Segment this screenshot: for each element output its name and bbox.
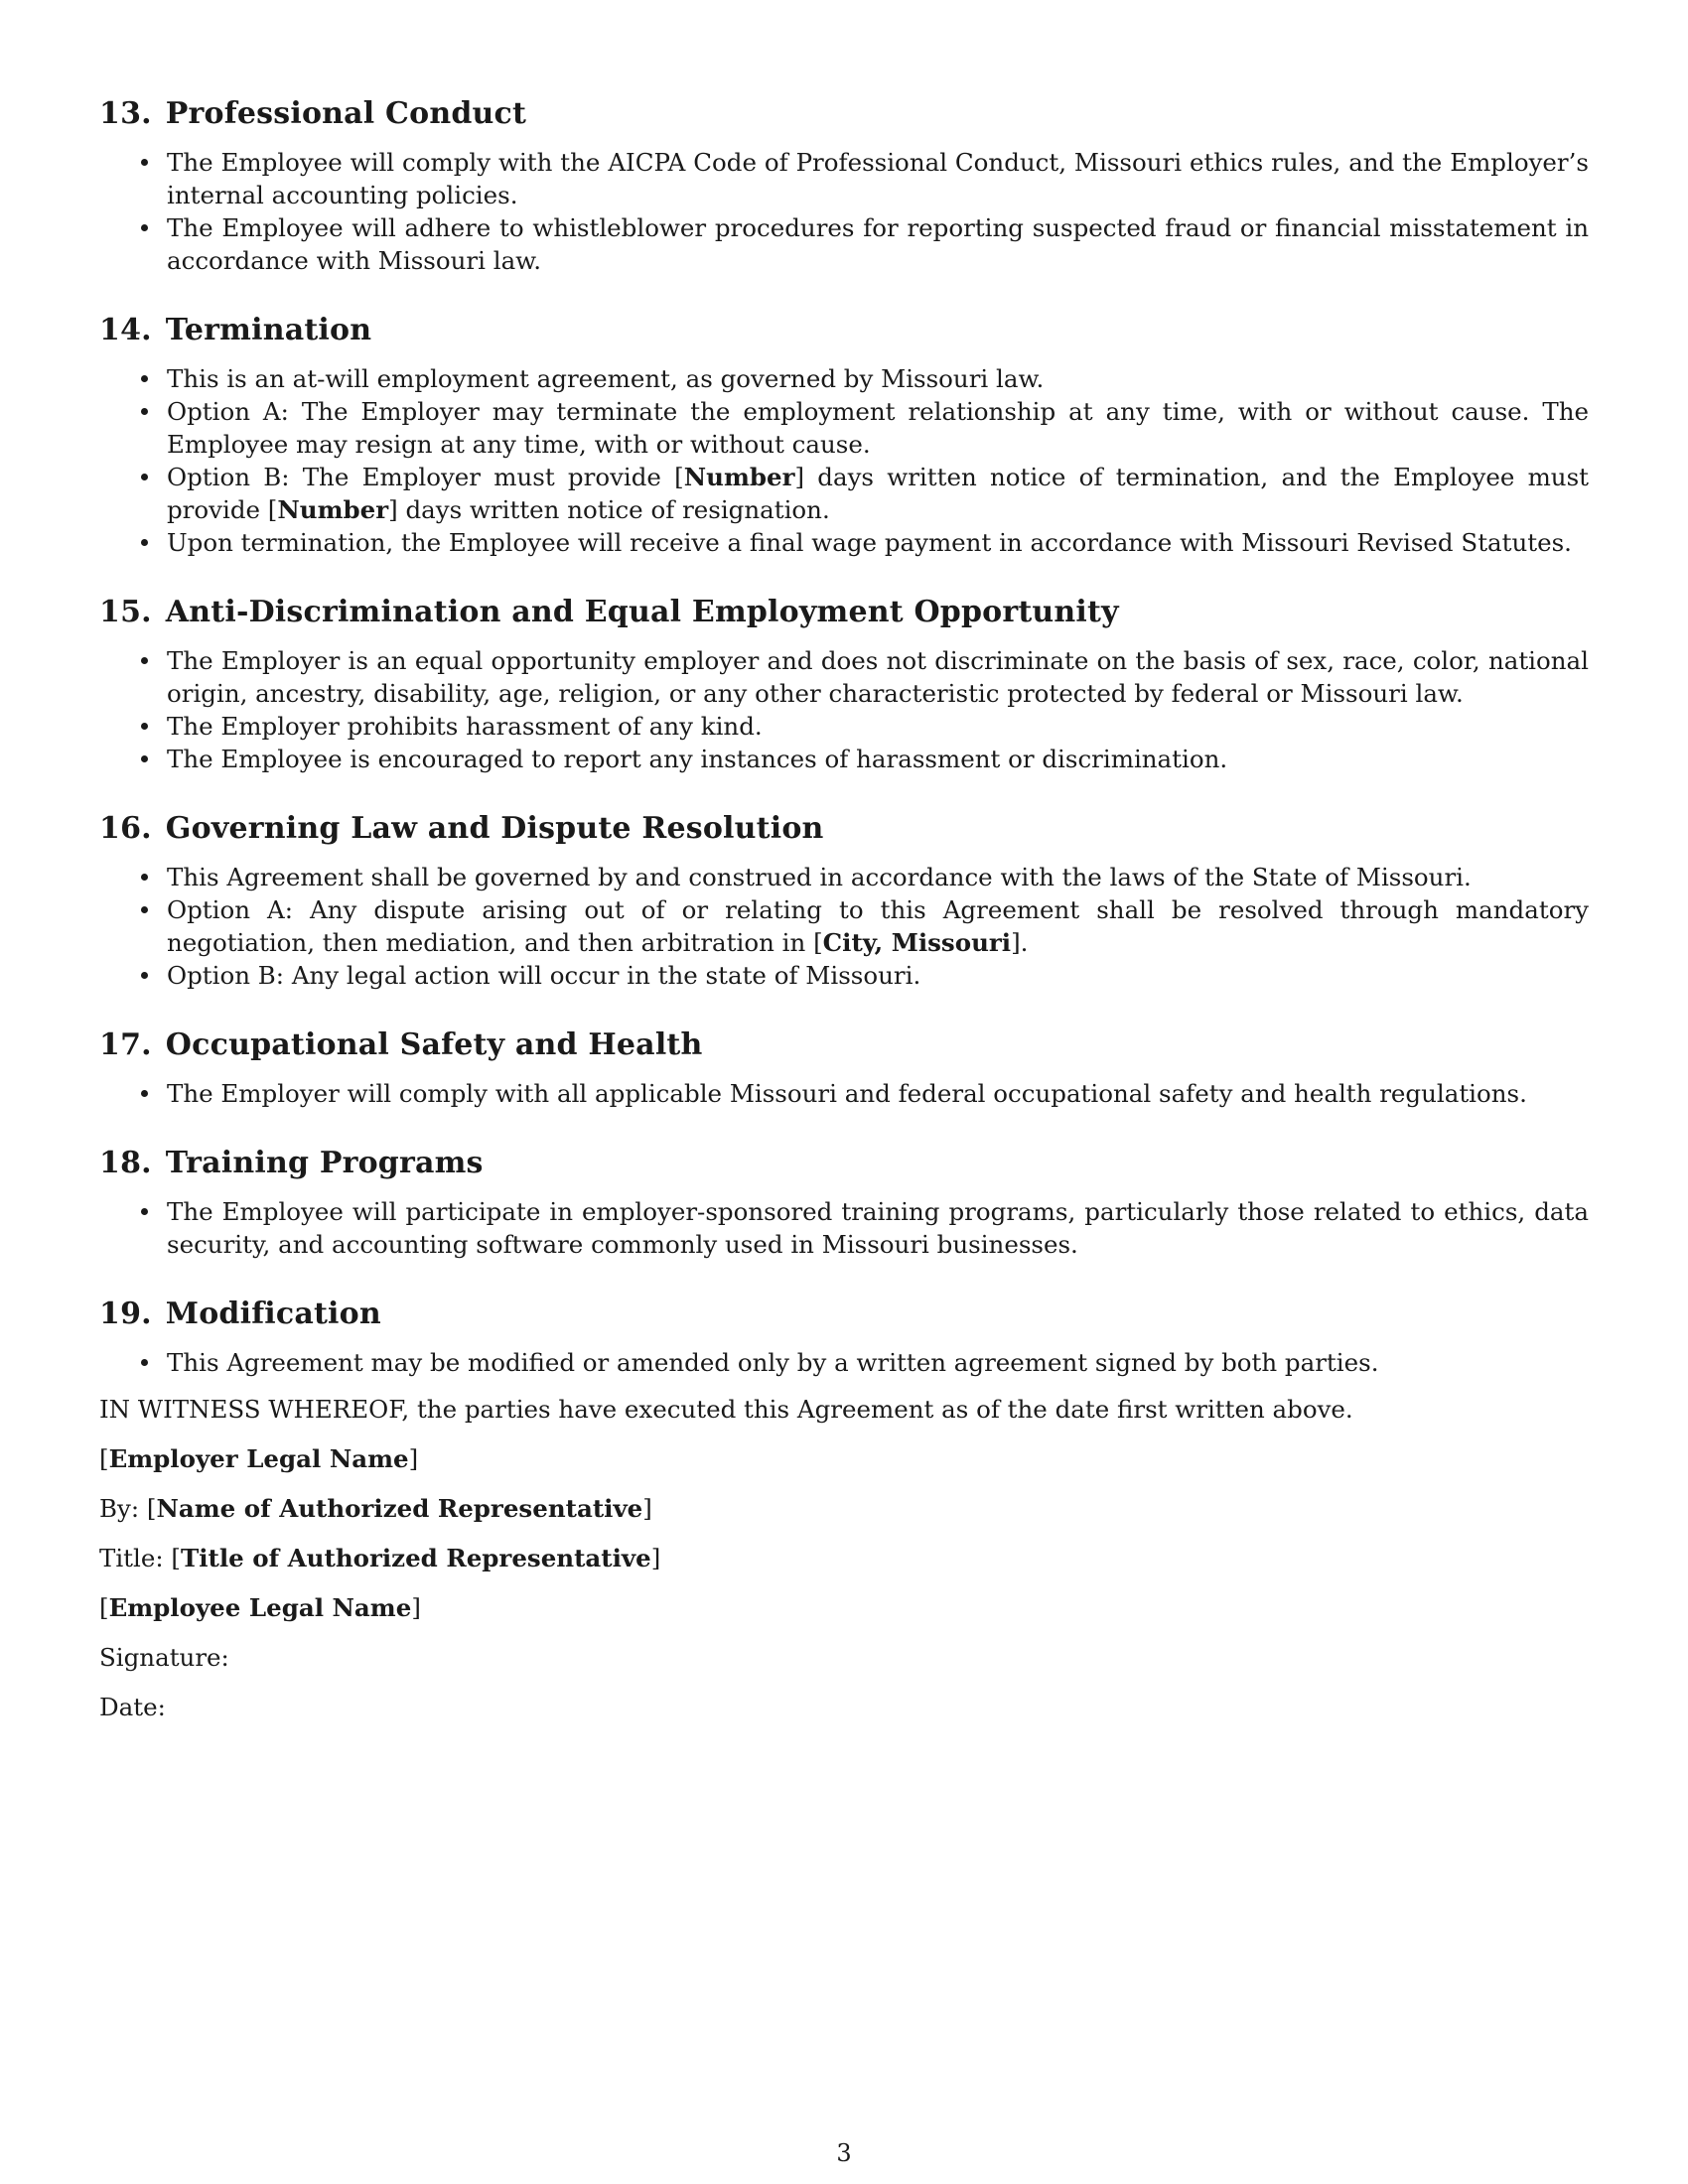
bullet-text: Option A: The Employer may terminate the employment relationship at any time, with or without cause. The Employee may resign at any time, with or without cause. xyxy=(167,397,1589,459)
bullet-dot-icon xyxy=(141,474,148,480)
bullet-text: Option B: The Employer must provide [ xyxy=(167,463,684,491)
bullet-item xyxy=(99,362,1589,395)
section-title: Occupational Safety and Health xyxy=(165,1027,703,1062)
section-14 xyxy=(99,311,1589,559)
bullet-dot-icon xyxy=(141,1359,148,1366)
bullet-item xyxy=(99,959,1589,992)
bullet-text: The Employee will comply with the AICPA Code of Professional Conduct, Missouri ethics rules, and the Employer’s internal accounting policies. xyxy=(167,148,1589,209)
bullet-text: The Employer prohibits harassment of any kind. xyxy=(167,712,763,741)
bullet-dot-icon xyxy=(141,657,148,664)
bullet-text: Upon termination, the Employee will receive a final wage payment in accordance with Missouri Revised Statutes. xyxy=(167,528,1572,557)
document-page xyxy=(99,94,1589,1740)
bullet-text: ]. xyxy=(1011,928,1029,957)
bullet-item xyxy=(99,1346,1589,1379)
bullet-text: The Employee will adhere to whistleblower procedures for reporting suspected fraud or financial misstatement in accordance with Missouri law. xyxy=(167,213,1589,275)
bullet-item xyxy=(99,861,1589,893)
section-title: Professional Conduct xyxy=(165,96,527,131)
bullet-dot-icon xyxy=(141,224,148,231)
employer-name-placeholder: Employer Legal Name xyxy=(108,1444,409,1473)
bullet-dot-icon xyxy=(141,972,148,979)
section-heading xyxy=(99,1025,1589,1065)
bullet-text: ] days written notice of termination, and the Employee must provide [ xyxy=(167,463,1590,524)
section-title: Anti-Discrimination and Equal Employment Opportunity xyxy=(165,595,1119,629)
representative-name-placeholder: Name of Authorized Representative xyxy=(156,1494,643,1523)
bullet-item xyxy=(99,743,1589,775)
section-heading xyxy=(99,94,1589,134)
witness-clause: IN WITNESS WHEREOF, the parties have executed this Agreement as of the date first written above. xyxy=(99,1395,1353,1424)
bullet-item xyxy=(99,893,1589,959)
section-title: Termination xyxy=(165,313,372,347)
section-title: Governing Law and Dispute Resolution xyxy=(165,811,824,846)
bullet-item xyxy=(99,644,1589,710)
bullet-list xyxy=(99,1077,1589,1110)
section-heading xyxy=(99,311,1589,350)
signature-block xyxy=(99,1393,1589,1723)
section-number: 14. xyxy=(99,313,152,347)
bullet-item xyxy=(99,461,1589,526)
section-17 xyxy=(99,1025,1589,1110)
bullet-list xyxy=(99,1195,1589,1261)
section-number: 19. xyxy=(99,1297,152,1331)
bullet-dot-icon xyxy=(141,874,148,881)
section-18 xyxy=(99,1144,1589,1261)
bullet-item xyxy=(99,1077,1589,1110)
section-heading xyxy=(99,1144,1589,1183)
section-title: Training Programs xyxy=(165,1146,484,1180)
date-label: Date: xyxy=(99,1693,166,1721)
bullet-text: The Employee will participate in employer-sponsored training programs, particularly those related to ethics, data security, and accounting software commonly used in Missouri businesses. xyxy=(167,1197,1589,1259)
bullet-text: Option B: Any legal action will occur in the state of Missouri. xyxy=(167,961,921,990)
bullet-text: The Employer will comply with all applicable Missouri and federal occupational safety and health regulations. xyxy=(167,1079,1527,1108)
bullet-item xyxy=(99,1195,1589,1261)
bullet-list xyxy=(99,644,1589,775)
title-label: Title: xyxy=(99,1544,164,1572)
bullet-text: This Agreement shall be governed by and construed in accordance with the laws of the State of Missouri. xyxy=(167,863,1472,891)
section-heading xyxy=(99,809,1589,849)
bullet-dot-icon xyxy=(141,1090,148,1097)
placeholder-text: Number xyxy=(277,495,389,524)
section-heading xyxy=(99,1295,1589,1334)
section-16 xyxy=(99,809,1589,992)
signature-label: Signature: xyxy=(99,1643,229,1672)
bullet-item xyxy=(99,710,1589,743)
bullet-text: The Employer is an equal opportunity employer and does not discriminate on the basis of sex, race, color, national origin, ancestry, disability, age, religion, or any other characteristic protected by federal or Missouri law. xyxy=(167,646,1589,708)
section-number: 13. xyxy=(99,96,152,131)
representative-title-placeholder: Title of Authorized Representative xyxy=(180,1544,651,1572)
bullet-list xyxy=(99,362,1589,559)
placeholder-text: City, Missouri xyxy=(822,928,1012,957)
by-line: By: [Name of Authorized Representative] xyxy=(99,1494,652,1523)
section-title: Modification xyxy=(165,1297,381,1331)
placeholder-text: Number xyxy=(683,463,795,491)
section-number: 17. xyxy=(99,1027,152,1062)
employee-name-line: [Employee Legal Name] xyxy=(99,1593,421,1622)
bullet-item xyxy=(99,526,1589,559)
bullet-list xyxy=(99,861,1589,992)
bullet-dot-icon xyxy=(141,375,148,382)
bullet-dot-icon xyxy=(141,755,148,762)
bullet-dot-icon xyxy=(141,408,148,415)
date-line xyxy=(99,1691,1589,1723)
signature-line xyxy=(99,1641,1589,1674)
employee-name-placeholder: Employee Legal Name xyxy=(108,1593,412,1622)
title-line: Title: [Title of Authorized Representative] xyxy=(99,1544,661,1572)
bullet-dot-icon xyxy=(141,723,148,730)
section-19 xyxy=(99,1295,1589,1379)
bullet-dot-icon xyxy=(141,906,148,913)
bullet-text: ] days written notice of resignation. xyxy=(388,495,830,524)
bullet-item xyxy=(99,211,1589,277)
bullet-list xyxy=(99,1346,1589,1379)
section-13 xyxy=(99,94,1589,277)
page-number: 3 xyxy=(836,2139,852,2167)
bullet-text: This is an at-will employment agreement, as governed by Missouri law. xyxy=(167,364,1045,393)
section-15 xyxy=(99,593,1589,775)
bullet-list xyxy=(99,146,1589,277)
employer-name-line: [Employer Legal Name] xyxy=(99,1444,419,1473)
section-number: 16. xyxy=(99,811,152,846)
section-heading xyxy=(99,593,1589,632)
sections-container xyxy=(99,94,1589,1379)
bullet-text: This Agreement may be modified or amended only by a written agreement signed by both parties. xyxy=(167,1348,1379,1377)
section-number: 18. xyxy=(99,1146,152,1180)
by-label: By: xyxy=(99,1494,140,1523)
bullet-dot-icon xyxy=(141,539,148,546)
bullet-item xyxy=(99,146,1589,211)
bullet-dot-icon xyxy=(141,159,148,166)
bullet-item xyxy=(99,395,1589,461)
bullet-text: The Employee is encouraged to report any instances of harassment or discrimination. xyxy=(167,745,1228,773)
section-number: 15. xyxy=(99,595,152,629)
bullet-dot-icon xyxy=(141,1208,148,1215)
bullet-text: Option A: Any dispute arising out of or relating to this Agreement shall be resolved through mandatory negotiation, then mediation, and then arbitration in [ xyxy=(167,895,1589,957)
